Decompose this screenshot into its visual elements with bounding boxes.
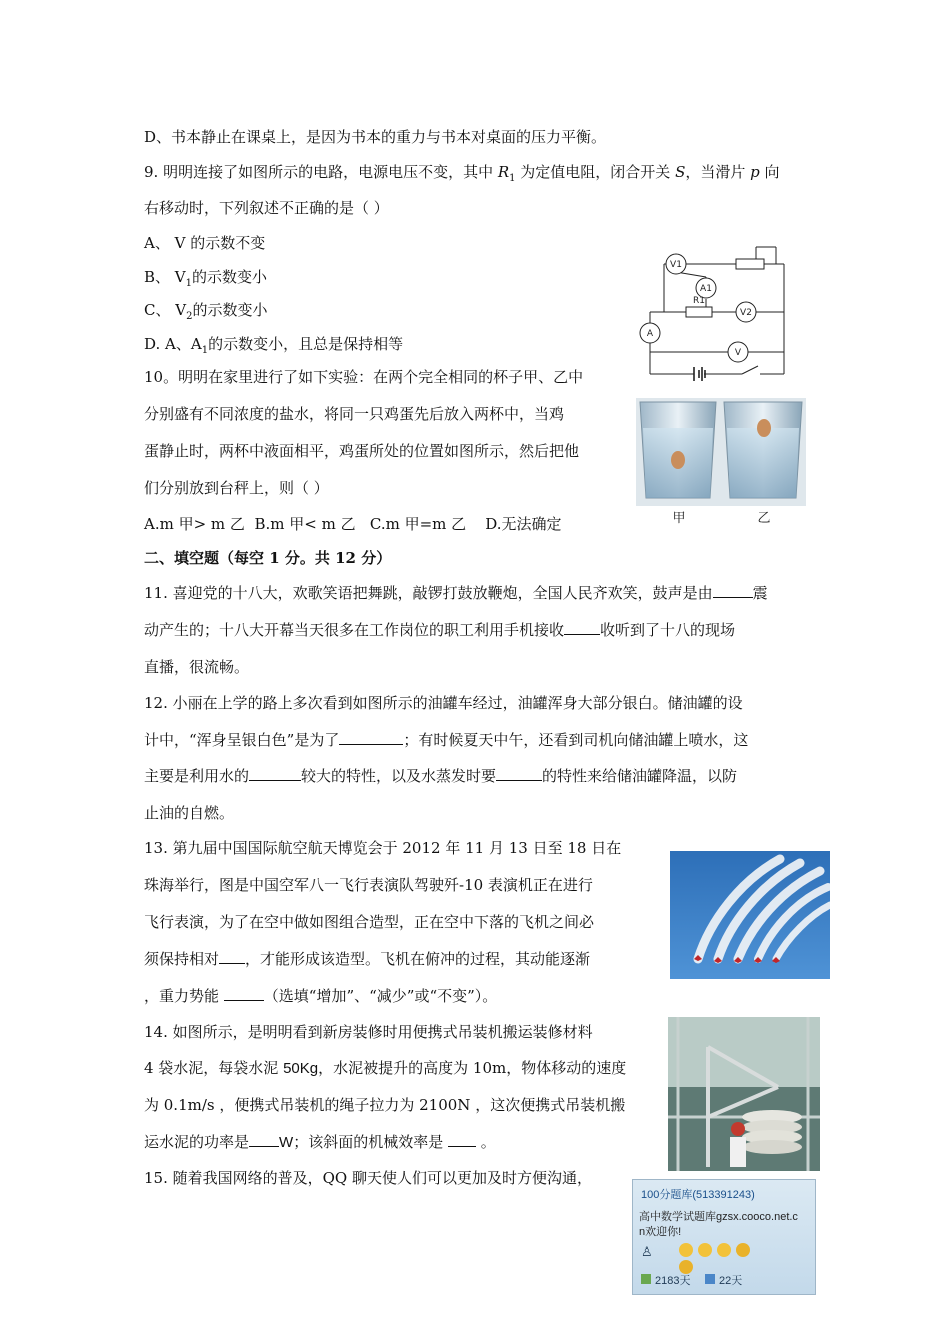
cup-label-jia: 甲 (672, 511, 686, 526)
airshow-photo (670, 851, 830, 979)
blank (219, 949, 245, 964)
egg-top (757, 419, 771, 437)
label-v1: V1 (670, 260, 682, 270)
qq-days-2: 22天 (719, 1275, 743, 1287)
blank (224, 986, 264, 1001)
blank (339, 730, 403, 745)
q10-line1: 10。明明在家里进行了如下实验：在两个完全相同的杯子甲、乙中 (144, 368, 584, 386)
q13-line1: 13. 第九届中国国际航空航天博览会于 2012 年 11 月 13 日至 18 日在 (144, 839, 622, 857)
q12-line3: 主要是利用水的 较大的特性，以及水蒸发时要 的特性来给储油罐降温，以防 (144, 767, 738, 785)
q9-option-c: C、 $V_2$的示数变小 (144, 301, 268, 322)
q13-line4: 须保持相对 ，才能形成该造型。飞机在俯冲的过程，其动能逐渐 (144, 950, 591, 968)
q13-line2: 珠海举行，图是中国空军八一飞行表演队驾驶歼-10 表演机正在进行 (144, 876, 593, 894)
label-v2: V2 (740, 308, 752, 318)
q11-line1: 11. 喜迎党的十八大，欢歌笑语把舞跳，敲锣打鼓放鞭炮，全国人民齐欢笑，鼓声是由 震 (144, 584, 768, 602)
smile-icon (698, 1243, 712, 1257)
calendar-icon (641, 1274, 651, 1284)
egg-cups-figure (636, 398, 806, 526)
q9-line2: 右移动时，下列叙述不正确的是（ ） (144, 199, 389, 217)
q13-line3: 飞行表演，为了在空中做如图组合造型，正在空中下落的飞机之间必 (144, 913, 595, 931)
qq-emoji-row (679, 1243, 771, 1259)
blank (496, 766, 542, 781)
q15-line1: 15. 随着我国网络的普及，QQ 聊天使人们可以更加及时方便沟通， (144, 1169, 592, 1187)
chat-icon (705, 1274, 715, 1284)
q12-line1: 12. 小丽在上学的路上多次看到如图所示的油罐车经过，油罐浑身大部分银白。储油罐的设 (144, 694, 743, 712)
q10-line2: 分别盛有不同浓度的盐水，将同一只鸡蛋先后放入两杯中，当鸡 (144, 405, 565, 423)
qq-message-line2: n欢迎你! (639, 1226, 682, 1238)
q12-line4: 止油的自燃。 (144, 804, 235, 822)
q10-line4: 们分别放到台秤上，则（ ） (144, 479, 329, 497)
q9-option-b: B、 $V_1$的示数变小 (144, 268, 268, 289)
qq-days-1: 2183天 (655, 1275, 691, 1287)
blank (713, 583, 753, 598)
q9-line1: 9. 明明连接了如图所示的电路，电源电压不变，其中 $R_1$ 为定值电阻，闭合开关 S，当滑片 p 向 (144, 163, 780, 184)
q11-line3: 直播，很流畅。 (144, 658, 250, 676)
smile-icon (717, 1243, 731, 1257)
blank (448, 1132, 476, 1147)
egg-bottom (671, 451, 685, 469)
label-v: V (734, 348, 742, 358)
q10-options: A.m 甲> m 乙 B.m 甲< m 乙 C.m 甲=m 乙 D.无法确定 (144, 515, 562, 533)
q8-option-d: D、书本静止在课桌上，是因为书本的重力与书本对桌面的压力平衡。 (144, 128, 607, 146)
crane-photo (668, 1017, 820, 1171)
qq-title: 100分题库(513391243) (641, 1189, 755, 1201)
label-a1: A1 (700, 284, 712, 294)
q9-option-a: A、 V 的示数不变 (144, 234, 266, 252)
qq-message-line1: 高中数学试题库gzsx.cooco.net.c (639, 1211, 798, 1223)
smile-icon (679, 1243, 693, 1257)
q12-line2: 计中，“浑身呈银白色”是为了 ；有时候夏天中午，还看到司机向储油罐上喷水，这 (144, 731, 749, 749)
blank (564, 620, 600, 635)
label-r1: R1 (693, 296, 705, 306)
q14-line3: 为 0.1m/s ，便携式吊装机的绳子拉力为 2100N ，这次便携式吊装机搬 (144, 1096, 626, 1114)
q14-line1: 14. 如图所示，是明明看到新房装修时用便携式吊装机搬运装修材料 (144, 1023, 593, 1041)
qq-chat-window (632, 1179, 816, 1295)
label-a: A (646, 329, 654, 339)
blank (249, 1132, 279, 1147)
moon-icon (736, 1243, 750, 1257)
q14-line2: 4 袋水泥，每袋水泥 50Kg，水泥被提升的高度为 10m，物体移动的速度 (144, 1059, 627, 1077)
cup-label-yi: 乙 (757, 511, 771, 526)
section2-title: 二、填空题（每空 1 分。共 12 分） (144, 549, 392, 567)
blank (249, 766, 301, 781)
qq-user-icon: ♙ (641, 1244, 653, 1259)
q14-line4: 运水泥的功率是 W；该斜面的机械效率是 。 (144, 1133, 496, 1151)
q10-line3: 蛋静止时，两杯中液面相平，鸡蛋所处的位置如图所示，然后把他 (144, 442, 580, 460)
q13-line5: ，重力势能 （选填“增加”、“减少”或“不变”）。 (144, 987, 498, 1005)
q9-option-d: D. A、$A_1$的示数变小，且总是保持相等 (144, 335, 404, 356)
circuit-diagram (636, 242, 796, 387)
q11-line2: 动产生的；十八大开幕当天很多在工作岗位的职工利用手机接收 收听到了十八的现场 (144, 621, 736, 639)
